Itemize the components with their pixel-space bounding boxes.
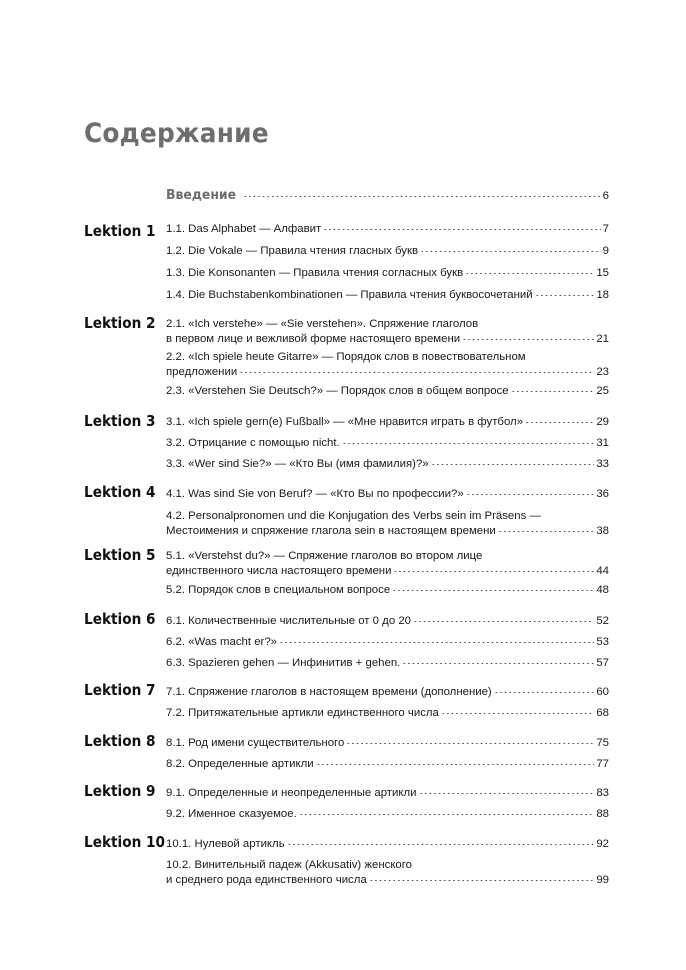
entry-text: 3.1. «Ich spiele gern(e) Fußball» — «Мне нравится играть в футбол» (166, 416, 524, 428)
page-number: 25 (596, 385, 609, 397)
dot-leader (413, 621, 594, 622)
entry-text: 2.2. «Ich spiele heute Gitarre» — Порядок слов в повествовательном (166, 351, 526, 363)
dot-leader (392, 590, 594, 591)
entry-text: 3.3. «Wer sind Sie?» — «Кто Вы (имя фамилия)?» (166, 458, 429, 470)
dot-leader (535, 295, 595, 296)
toc-entry[interactable] (166, 807, 609, 822)
entry-text: Местоимения и спряжение глагола sein в настоящем времени (166, 525, 496, 537)
lesson-label: Lektion 10 (84, 833, 166, 851)
dot-leader (466, 494, 595, 495)
entry-text: 3.2. Отрицание с помощью nicht. (166, 437, 340, 449)
toc-entry[interactable] (166, 487, 609, 502)
page-number: 44 (596, 565, 609, 577)
lesson-label: Lektion 7 (84, 681, 156, 699)
page-number: 92 (596, 838, 609, 850)
entry-text: 10.1. Нулевой артикль (166, 838, 285, 850)
page-number: 6 (602, 190, 609, 202)
lesson-label: Lektion 6 (84, 610, 156, 628)
page-number: 48 (596, 584, 609, 596)
page-number: 83 (596, 787, 609, 799)
entry-text: 1.1. Das Alphabet — Алфавит (166, 223, 322, 235)
dot-leader (342, 443, 595, 444)
intro-label: Введение (166, 188, 237, 203)
dot-leader (419, 793, 595, 794)
entry-text: 10.2. Винительный падеж (Akkusativ) женского (166, 859, 413, 871)
dot-leader (369, 880, 595, 881)
entry-text: единственного числа настоящего времени (166, 565, 392, 577)
lesson-label: Lektion 9 (84, 782, 156, 800)
dot-leader (525, 422, 594, 423)
toc-entry[interactable] (166, 635, 609, 650)
entry-text: 7.1. Спряжение глаголов в настоящем времени (дополнение) (166, 686, 492, 698)
toc-entry[interactable] (166, 656, 609, 671)
toc-entry[interactable] (166, 457, 609, 472)
toc-entry[interactable] (166, 757, 609, 772)
lesson-label: Lektion 4 (84, 483, 156, 501)
entry-text: 9.2. Именное сказуемое. (166, 808, 297, 820)
toc-entry[interactable] (166, 706, 609, 721)
toc-entry[interactable] (166, 266, 609, 281)
lesson-label: Lektion 2 (84, 314, 156, 332)
toc-entry[interactable] (166, 736, 609, 751)
toc-entry[interactable] (166, 685, 609, 700)
page-number: 77 (596, 758, 609, 770)
toc-entry[interactable] (166, 509, 609, 539)
page-number: 7 (602, 223, 609, 235)
toc-entry[interactable] (166, 244, 609, 259)
dot-leader (299, 814, 595, 815)
entry-text: 8.1. Род имени существительного (166, 737, 345, 749)
dot-leader (441, 713, 594, 714)
page-number: 23 (596, 366, 609, 378)
toc-entry[interactable] (166, 350, 609, 380)
page-number: 60 (596, 686, 609, 698)
page-number: 9 (602, 245, 609, 257)
dot-leader (316, 764, 595, 765)
page-number: 31 (596, 437, 609, 449)
dot-leader (498, 531, 595, 532)
toc-entry[interactable] (166, 583, 609, 598)
entry-text: 6.2. «Was macht er?» (166, 636, 278, 648)
lesson-label: Lektion 8 (84, 732, 156, 750)
toc-entry[interactable] (166, 436, 609, 451)
dot-leader (346, 743, 594, 744)
page-number: 52 (596, 615, 609, 627)
dot-leader (243, 196, 600, 197)
dot-leader (402, 663, 594, 664)
toc-entry[interactable] (166, 837, 609, 852)
lesson-label: Lektion 3 (84, 412, 156, 430)
entry-text: 8.2. Определенные артикли (166, 758, 314, 770)
dot-leader (279, 642, 594, 643)
entry-text: 7.2. Притяжательные артикли единственного числа (166, 707, 439, 719)
page-number: 57 (596, 657, 609, 669)
page-number: 38 (596, 525, 609, 537)
page-number: 36 (596, 488, 609, 500)
entry-text: 5.2. Порядок слов в специальном вопросе (166, 584, 391, 596)
toc-entry[interactable] (166, 222, 609, 237)
toc-entry[interactable] (166, 549, 609, 579)
entry-text: 1.2. Die Vokale — Правила чтения гласных букв (166, 245, 419, 257)
dot-leader (511, 391, 595, 392)
page-number: 15 (596, 267, 609, 279)
lesson-label: Lektion 5 (84, 546, 156, 564)
page-number: 68 (596, 707, 609, 719)
toc-entry[interactable] (166, 317, 609, 347)
entry-text: в первом лице и вежливой форме настоящего времени (166, 333, 461, 345)
entry-text: 4.1. Was sind Sie von Beruf? — «Кто Вы по профессии?» (166, 488, 464, 500)
page-number: 21 (596, 333, 609, 345)
dot-leader (494, 692, 595, 693)
page-number: 53 (596, 636, 609, 648)
entry-text: 6.1. Количественные числительные от 0 до 20 (166, 615, 411, 627)
page-number: 88 (596, 808, 609, 820)
dot-leader (239, 372, 594, 373)
dot-leader (393, 571, 594, 572)
entry-text: 1.3. Die Konsonanten — Правила чтения согласных букв (166, 267, 464, 279)
entry-text: 9.1. Определенные и неопределенные артикли (166, 787, 417, 799)
dot-leader (287, 844, 595, 845)
entry-text: 1.4. Die Buchstabenkombinationen — Правила чтения буквосочетаний (166, 289, 533, 301)
entry-text: 4.2. Personalpronomen und die Konjugation des Verbs sein im Präsens — (166, 510, 541, 522)
page-title: Содержание (84, 118, 269, 149)
toc-entry[interactable] (166, 288, 609, 303)
lesson-label: Lektion 1 (84, 222, 156, 240)
entry-text: и среднего рода единственного числа (166, 874, 367, 886)
toc-entry[interactable] (166, 384, 609, 399)
toc-entry[interactable] (166, 858, 609, 888)
dot-leader (323, 229, 600, 230)
entry-text: 5.1. «Verstehst du?» — Спряжение глаголов во втором лице (166, 550, 483, 562)
toc-entry-intro[interactable] (166, 188, 609, 204)
dot-leader (462, 339, 594, 340)
entry-text: 6.3. Spazieren gehen — Инфинитив + gehen. (166, 657, 401, 669)
dot-leader (431, 464, 595, 465)
toc-entry[interactable] (166, 614, 609, 629)
dot-leader (420, 251, 601, 252)
page-number: 29 (596, 416, 609, 428)
entry-text: 2.1. «Ich verstehe» — «Sie verstehen». Спряжение глаголов (166, 318, 479, 330)
toc-entry[interactable] (166, 415, 609, 430)
entry-text: предложении (166, 366, 238, 378)
page-number: 33 (596, 458, 609, 470)
dot-leader (465, 273, 594, 274)
page-number: 99 (596, 874, 609, 886)
entry-text: 2.3. «Verstehen Sie Deutsch?» — Порядок слов в общем вопросе (166, 385, 509, 397)
page-number: 18 (596, 289, 609, 301)
toc-entry[interactable] (166, 786, 609, 801)
page-number: 75 (596, 737, 609, 749)
